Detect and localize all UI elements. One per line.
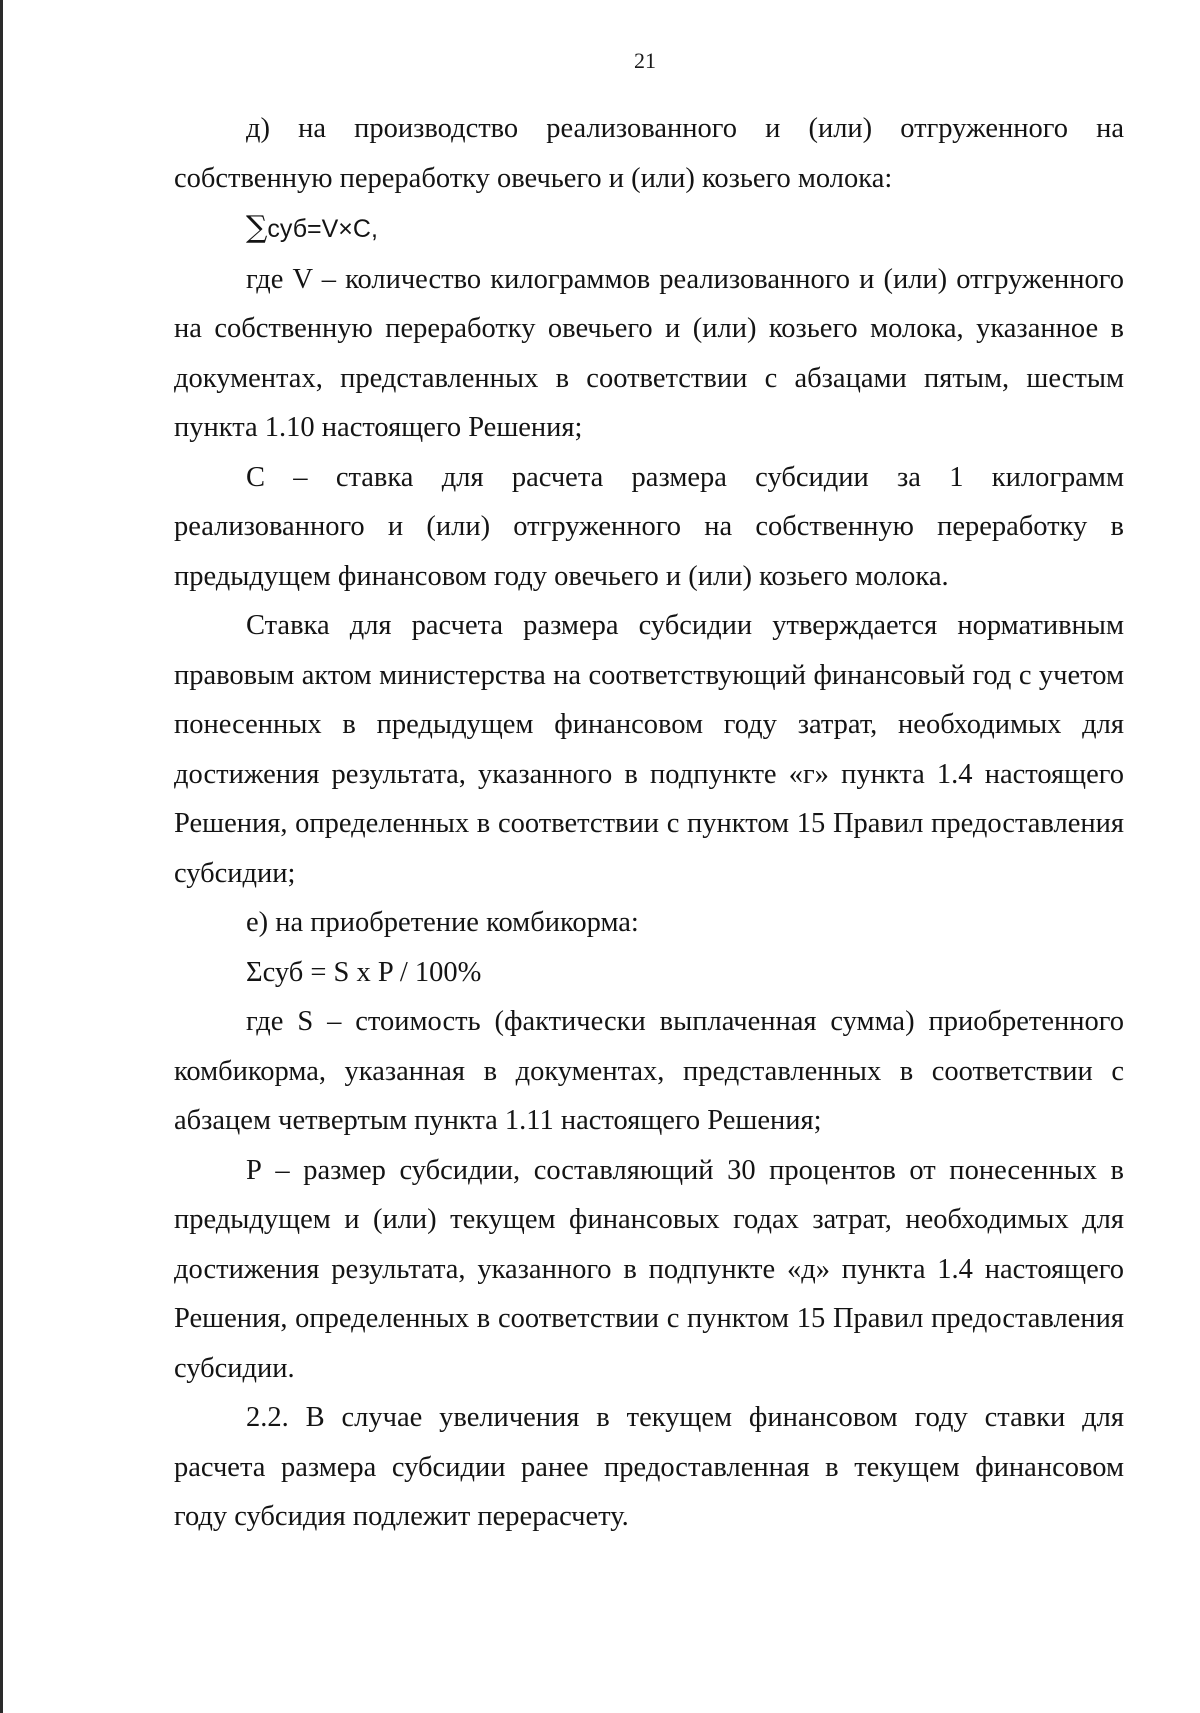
sigma-symbol: ∑ [246, 210, 268, 245]
paragraph-d-where-c: С – ставка для расчета размера субсидии за 1 килограмм реализованного и (или) отгруженного на собственную переработку в предыдущем финансовом году овечьего и (или) козьего молока. [174, 461, 1124, 592]
paragraph-e-where-p: Р – размер субсидии, составляющий 30 процентов от понесенных в предыдущем и (или) текущем финансовых годах затрат, необходимых для достижения результата, указанного в подпункте «д» пункта 1.4 настоящего Решения, определенных в соответствии с пунктом 15 Правил предоставления субсидии. [174, 1154, 1124, 1384]
formula-e: Σсуб = S x P / 100% [246, 956, 482, 988]
page-number: 21 [634, 48, 656, 73]
paragraph-rate-note: Ставка для расчета размера субсидии утверждается нормативным правовым актом министерства на соответствующий финансовый год с учетом понесенных в предыдущем финансовом году затрат, необходимых для достижения результата, указанного в подпункте «г» пункта 1.4 настоящего Решения, определенных в соответствии с пунктом 15 Правил предоставления субсидии; [174, 610, 1124, 889]
paragraph-clause-2-2: 2.2. В случае увеличения в текущем финансовом году ставки для расчета размера субсидии ранее предоставленная в текущем финансовом году субсидия подлежит перерасчету. [174, 1402, 1124, 1532]
document-body [174, 104, 1124, 1542]
scan-edge-line [0, 0, 3, 1713]
formula-d-text: суб=V×C, [267, 215, 378, 243]
formula-d [174, 203, 1124, 255]
paragraph-e-where-s: где S – стоимость (фактически выплаченная сумма) приобретенного комбикорма, указанная в документах, представленных в соответствии с абзацем четвертым пункта 1.11 настоящего Решения; [174, 1006, 1124, 1136]
paragraph-d-intro: д) на производство реализованного и (или) отгруженного на собственную переработку овечьего и (или) козьего молока: [174, 113, 1124, 194]
paragraph-e-intro: е) на приобретение комбикорма: [246, 907, 639, 938]
paragraph-d-where-v: где V – количество килограммов реализованного и (или) отгруженного на собственную переработку овечьего и (или) козьего молока, указанное в документах, представленных в соответствии с абзацами пятым, шестым пункта 1.10 настоящего Решения; [174, 263, 1124, 443]
